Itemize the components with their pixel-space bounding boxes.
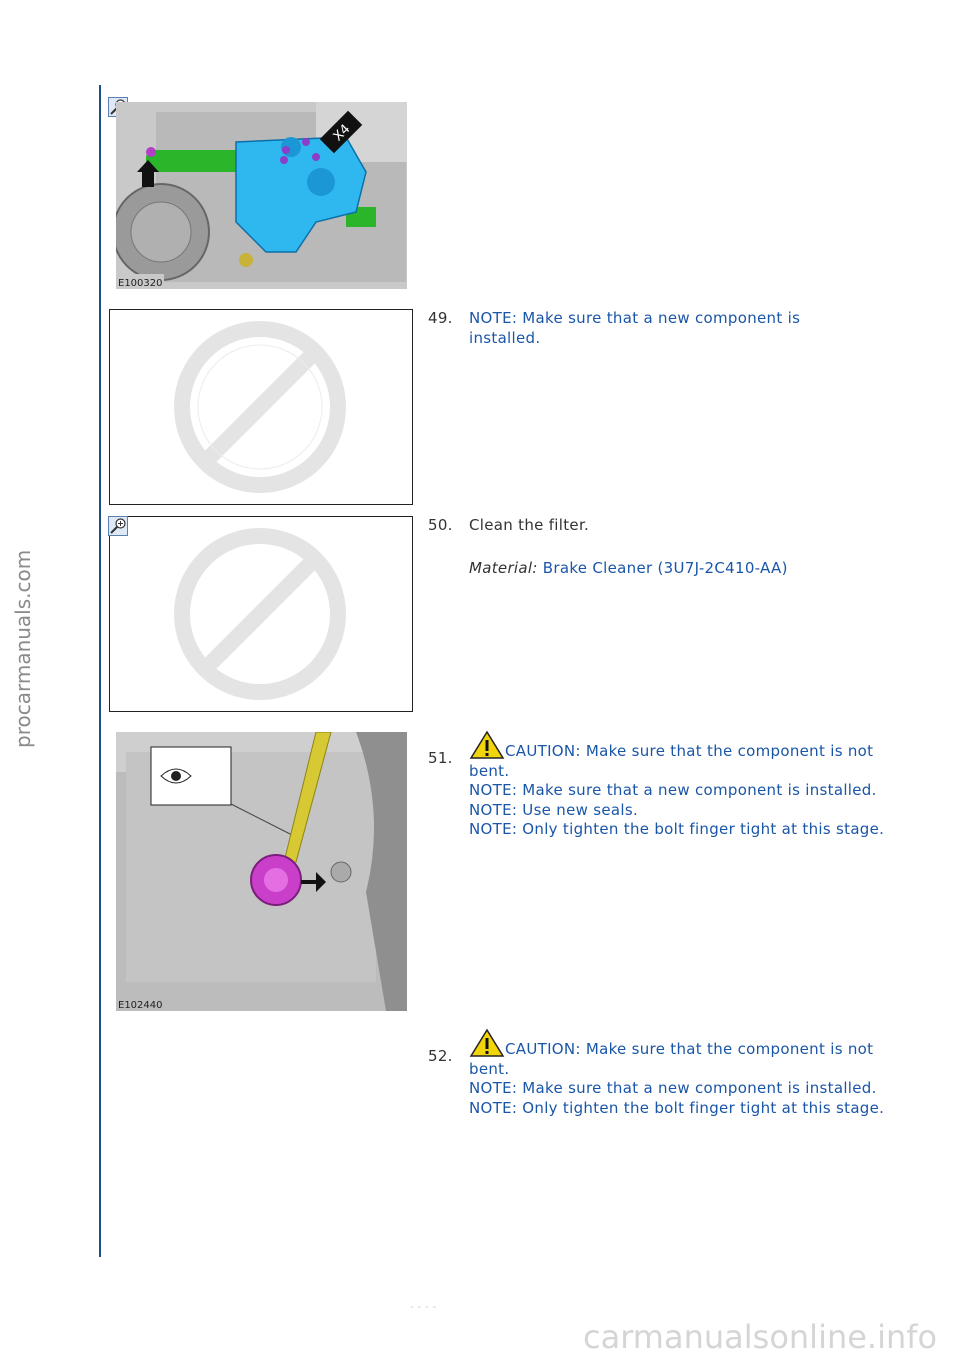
step-50-text: Clean the filter.	[469, 516, 590, 534]
note-line: NOTE: Use new seals.	[469, 800, 639, 819]
step-number: 49.	[428, 309, 453, 327]
step-number: 51.	[428, 749, 453, 767]
note-line: NOTE: Make sure that a new component is installed.	[469, 781, 877, 799]
caution-text: CAUTION: Make sure that the component is not bent.	[469, 1040, 874, 1078]
figure-placeholder	[109, 309, 413, 505]
step-49-note: NOTE: Make sure that a new component is installed.	[469, 309, 801, 347]
side-watermark-text: procarmanuals.com	[11, 549, 35, 748]
step-51-content	[469, 730, 889, 840]
warning-icon	[469, 730, 505, 760]
step-number: 52.	[428, 1047, 453, 1065]
note-line: NOTE: Make sure that a new component is installed.	[469, 1079, 877, 1097]
caution-text: CAUTION: Make sure that the component is not bent.	[469, 742, 874, 780]
figure-caption: E102440	[118, 1000, 163, 1011]
figure-turbocharger	[116, 102, 407, 289]
material-line	[469, 559, 889, 579]
figure-caption: E100320	[118, 278, 163, 289]
footer-page-mark: - - - -	[410, 1300, 437, 1313]
fig1-callout: X4	[330, 121, 354, 145]
step-52-content	[469, 1028, 889, 1118]
note-line: NOTE: Only tighten the bolt finger tight at this stage.	[469, 1098, 885, 1117]
note-line: NOTE: Only tighten the bolt finger tight at this stage.	[469, 820, 885, 838]
figure-oil-pipe	[116, 732, 407, 1011]
zoom-icon[interactable]	[108, 516, 128, 536]
material-link[interactable]: Brake Cleaner (3U7J-2C410-AA)	[542, 559, 788, 577]
step-number: 50.	[428, 516, 453, 534]
material-label: Material:	[469, 559, 538, 577]
bottom-watermark: carmanualsonline.info	[583, 1318, 938, 1356]
margin-rule	[99, 85, 101, 1257]
warning-icon	[469, 1028, 505, 1058]
side-watermark	[4, 430, 40, 750]
figure-placeholder	[109, 516, 413, 712]
